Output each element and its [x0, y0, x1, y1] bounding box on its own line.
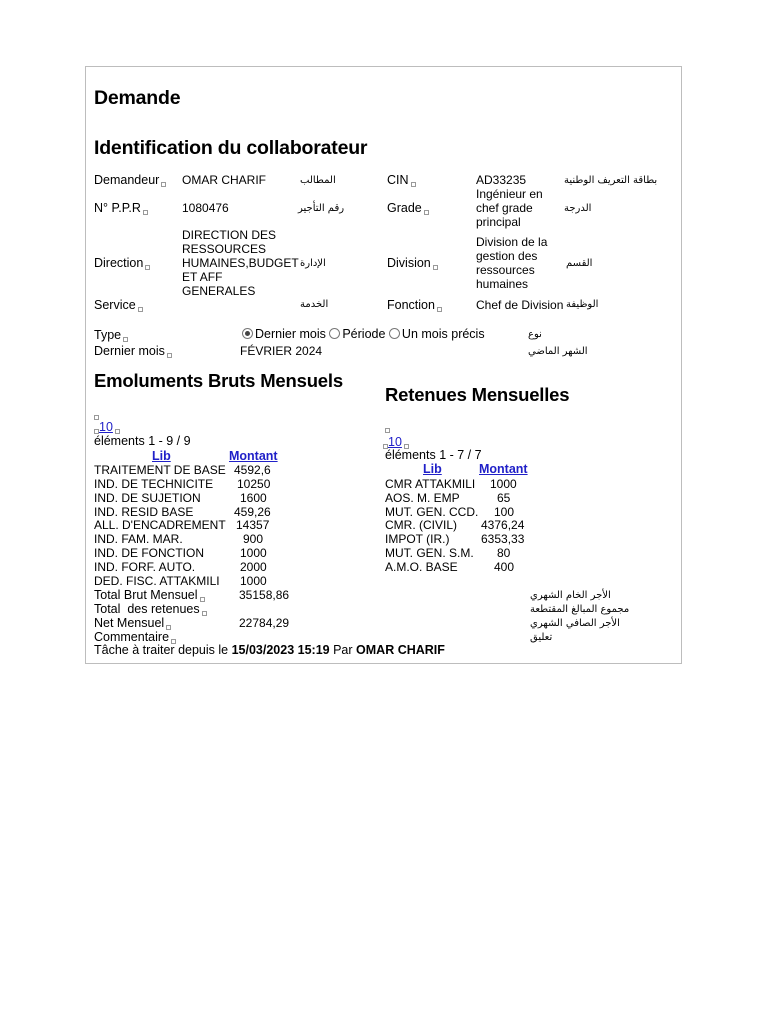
table-row-lib: IND. RESID BASE — [94, 505, 194, 519]
emoluments-count: éléments 1 - 9 / 9 — [94, 434, 191, 448]
emoluments-heading: Emoluments Bruts Mensuels — [94, 370, 343, 391]
division-value-line: Division de la — [476, 235, 548, 249]
commentaire-label: Commentaire — [94, 630, 176, 644]
table-row-montant: 80 — [497, 546, 511, 560]
radio-dot-icon — [329, 328, 340, 339]
direction-value-line: ET AFF — [182, 270, 223, 284]
total-retenues-label: Total des retenues — [94, 602, 207, 616]
total-brut-arabic-label: الأجر الخام الشهري — [530, 590, 611, 601]
table-row-montant: 4592,6 — [234, 463, 271, 477]
table-row-lib: IND. DE FONCTION — [94, 546, 204, 560]
table-row-lib: IND. FORF. AUTO. — [94, 560, 196, 574]
radio-un-mois-precis[interactable]: Un mois précis — [389, 327, 485, 341]
table-row-lib: MUT. GEN. S.M. — [385, 546, 474, 560]
grade-value-line: principal — [476, 215, 521, 229]
table-row-montant: 14357 — [236, 518, 270, 532]
demandeur-label: Demandeur — [94, 173, 166, 187]
table-row-lib: A.M.O. BASE — [385, 560, 458, 574]
retenues-heading: Retenues Mensuelles — [385, 384, 570, 405]
fonction-arabic-label: الوظيفة — [566, 299, 599, 310]
table-row-lib: IMPOT (IR.) — [385, 532, 450, 546]
dernier-mois-arabic-label: الشهر الماضي — [528, 346, 588, 357]
retenues-count: éléments 1 - 7 / 7 — [385, 448, 482, 462]
total-brut-label: Total Brut Mensuel — [94, 588, 205, 602]
net-mensuel-label: Net Mensuel — [94, 616, 171, 630]
table-row-montant: 1000 — [240, 546, 267, 560]
table-row-montant: 459,26 — [234, 505, 271, 519]
table-row-montant: 1600 — [240, 491, 267, 505]
table-row-lib: CMR. (CIVIL) — [385, 518, 457, 532]
net-mensuel-value: 22784,29 — [239, 616, 290, 630]
emoluments-col-montant[interactable]: Montant — [229, 449, 278, 463]
direction-value-line: RESSOURCES — [182, 242, 267, 256]
direction-arabic-label: الإدارة — [300, 258, 326, 269]
grade-label: Grade — [387, 201, 429, 215]
dernier-mois-value: FÉVRIER 2024 — [240, 344, 323, 358]
ppr-label: N° P.P.R — [94, 201, 148, 215]
demandeur-value: OMAR CHARIF — [182, 173, 266, 187]
table-row-lib: TRAITEMENT DE BASE — [94, 463, 226, 477]
ppr-value: 1080476 — [182, 201, 229, 215]
retenues-toolbar-icon — [385, 428, 390, 433]
retenues-col-montant[interactable]: Montant — [479, 462, 528, 476]
division-value-line: humaines — [476, 277, 529, 291]
type-arabic-label: نوع — [528, 329, 542, 340]
table-row-montant: 65 — [497, 491, 511, 505]
type-label: Type — [94, 328, 128, 342]
radio-dot-icon — [389, 328, 400, 339]
fonction-label: Fonction — [387, 298, 442, 312]
division-label: Division — [387, 256, 438, 270]
task-user: OMAR CHARIF — [356, 643, 445, 657]
task-info: Tâche à traiter depuis le 15/03/2023 15:19 Par OMAR CHARIF — [94, 643, 445, 657]
table-row-montant: 10250 — [237, 477, 271, 491]
task-date: 15/03/2023 15:19 — [231, 643, 330, 657]
table-row-montant: 900 — [243, 532, 264, 546]
radio-dot-icon — [242, 328, 253, 339]
type-radio-group — [242, 327, 485, 341]
fonction-value: Chef de Division — [476, 298, 564, 312]
page-title: Demande — [94, 87, 181, 109]
cin-arabic-label: بطاقة التعريف الوطنية — [564, 175, 658, 186]
cin-value: AD33235 — [476, 173, 527, 187]
identification-heading: Identification du collaborateur — [94, 137, 368, 159]
division-value-line: ressources — [476, 263, 535, 277]
division-arabic-label: القسم — [566, 258, 593, 269]
radio-dernier-mois[interactable]: Dernier mois — [242, 327, 326, 341]
direction-value-line: HUMAINES,BUDGET — [182, 256, 299, 270]
table-row-lib: IND. FAM. MAR. — [94, 532, 183, 546]
table-row-lib: AOS. M. EMP — [385, 491, 460, 505]
total-brut-value: 35158,86 — [239, 588, 290, 602]
service-arabic-label: الخدمة — [300, 299, 329, 310]
table-row-lib: IND. DE SUJETION — [94, 491, 201, 505]
direction-value-line: DIRECTION DES — [182, 228, 277, 242]
demandeur-arabic-label: المطالب — [300, 175, 336, 186]
emoluments-col-lib[interactable]: Lib — [152, 449, 171, 463]
net-mensuel-arabic-label: الأجر الصافي الشهري — [530, 618, 620, 629]
table-row-lib: MUT. GEN. CCD. — [385, 505, 479, 519]
total-retenues-arabic-label: مجموع المبالغ المقتطعة — [530, 604, 630, 615]
retenues-page-size[interactable]: 10 — [383, 435, 409, 449]
ppr-arabic-label: رقم التأجير — [298, 203, 345, 214]
grade-value-line: Ingénieur en — [476, 187, 543, 201]
emoluments-page-size[interactable]: 10 — [94, 420, 120, 434]
table-row-lib: DED. FISC. ATTAKMILI — [94, 574, 220, 588]
commentaire-arabic-label: تعليق — [530, 632, 553, 643]
table-row-montant: 4376,24 — [481, 518, 525, 532]
table-row-lib: ALL. D'ENCADREMENT — [94, 518, 226, 532]
table-row-montant: 2000 — [240, 560, 267, 574]
grade-arabic-label: الدرجة — [564, 203, 592, 214]
dernier-mois-label: Dernier mois — [94, 344, 172, 358]
direction-value-line: GENERALES — [182, 284, 256, 298]
table-row-montant: 400 — [494, 560, 515, 574]
table-row-lib: IND. DE TECHNICITE — [94, 477, 214, 491]
retenues-col-lib[interactable]: Lib — [423, 462, 442, 476]
radio-periode[interactable]: Période — [329, 327, 385, 341]
table-row-lib: CMR ATTAKMILI — [385, 477, 476, 491]
division-value-line: gestion des — [476, 249, 538, 263]
table-row-montant: 6353,33 — [481, 532, 525, 546]
table-row-montant: 1000 — [490, 477, 517, 491]
table-row-montant: 100 — [494, 505, 515, 519]
table-row-montant: 1000 — [240, 574, 267, 588]
service-label: Service — [94, 298, 143, 312]
direction-label: Direction — [94, 256, 150, 270]
grade-value-line: chef grade — [476, 201, 533, 215]
cin-label: CIN — [387, 173, 416, 187]
